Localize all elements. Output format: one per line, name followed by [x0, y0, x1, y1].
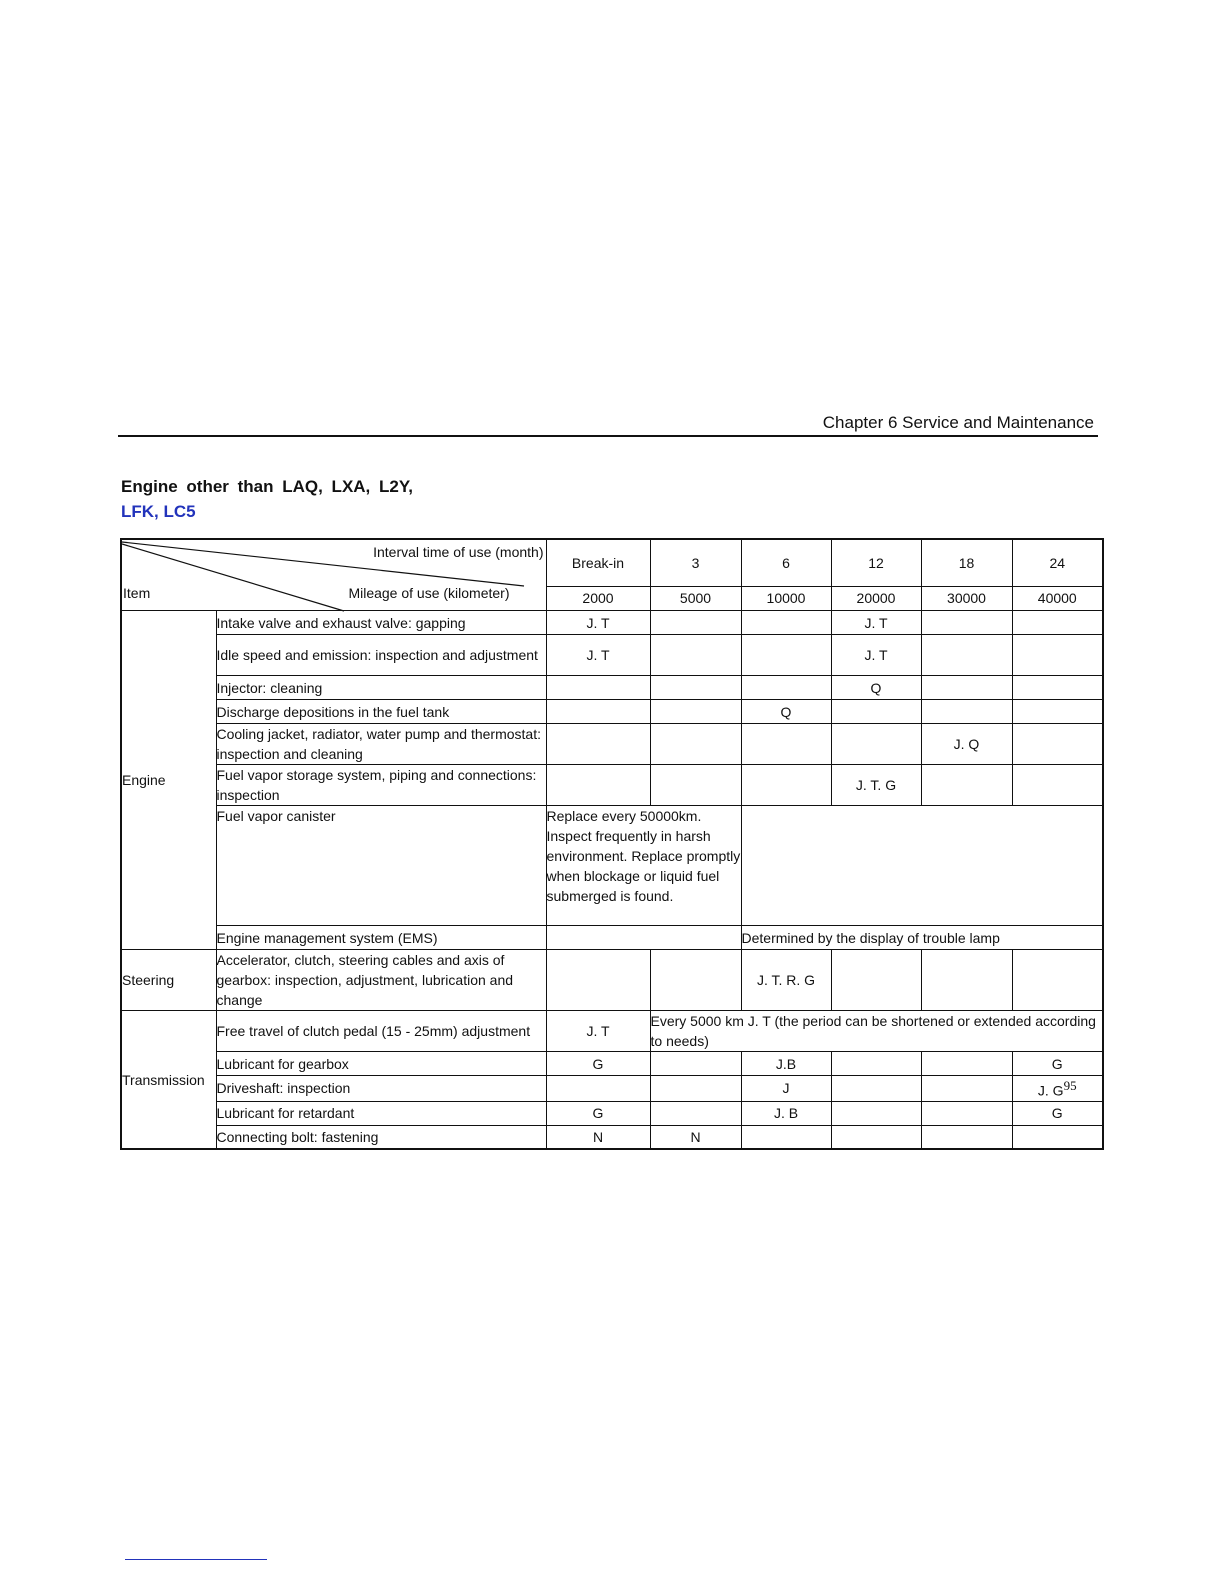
- item-cell: Fuel vapor canister: [216, 806, 546, 926]
- month-header: 18: [921, 539, 1012, 586]
- m12-cell: Q: [831, 676, 921, 700]
- item-cell: Driveshaft: inspection: [216, 1076, 546, 1102]
- group-transmission: Transmission: [121, 1011, 216, 1150]
- m6-cell: J. B: [741, 1101, 831, 1125]
- table-row: [121, 1052, 1103, 1076]
- item-cell: Fuel vapor storage system, piping and connections: inspection: [216, 765, 546, 806]
- table-row: [121, 724, 1103, 765]
- km-header: 20000: [831, 586, 921, 610]
- interval-label: Interval time of use (month): [373, 544, 544, 560]
- breakin-cell: G: [546, 1101, 650, 1125]
- km-header: 5000: [650, 586, 741, 610]
- ems-note: Determined by the display of trouble lamp: [741, 926, 1103, 950]
- m18-cell: J. Q: [921, 724, 1012, 765]
- km-header: 30000: [921, 586, 1012, 610]
- table-row: [121, 765, 1103, 806]
- table-row: [121, 611, 1103, 635]
- month-header: 6: [741, 539, 831, 586]
- mileage-label: Mileage of use (kilometer): [348, 585, 510, 601]
- km-header: 40000: [1012, 586, 1103, 610]
- month-header: 24: [1012, 539, 1103, 586]
- footer-line: [125, 1559, 267, 1560]
- table-row: [121, 700, 1103, 724]
- item-cell: Accelerator, clutch, steering cables and axis of gearbox: inspection, adjustment, lubrication and change: [216, 950, 546, 1011]
- page-number: 95: [1063, 1078, 1077, 1093]
- month-header: 12: [831, 539, 921, 586]
- breakin-cell: J. T: [546, 635, 650, 676]
- chapter-header: Chapter 6 Service and Maintenance: [822, 413, 1094, 432]
- item-cell: Engine management system (EMS): [216, 926, 546, 950]
- group-engine: Engine: [121, 611, 216, 950]
- m24-cell: G: [1012, 1101, 1103, 1125]
- item-label: Item: [123, 585, 151, 601]
- section-subtitle: LFK, LC5: [121, 502, 196, 521]
- item-cell: Idle speed and emission: inspection and adjustment: [216, 635, 546, 676]
- table-row: [121, 926, 1103, 950]
- item-cell: Intake valve and exhaust valve: gapping: [216, 611, 546, 635]
- month-header: Break-in: [546, 539, 650, 586]
- m24-cell: G: [1012, 1052, 1103, 1076]
- m6-cell: J. T. R. G: [741, 950, 831, 1011]
- item-cell: Lubricant for gearbox: [216, 1052, 546, 1076]
- m6-cell: J: [741, 1076, 831, 1102]
- m12-cell: J. T: [831, 611, 921, 635]
- group-steering: Steering: [121, 950, 216, 1011]
- canister-note: Replace every 50000km. Inspect frequently in harsh environment. Replace promptly when blockage or liquid fuel submerged is found.: [546, 806, 741, 926]
- table-row: [121, 635, 1103, 676]
- item-cell: Lubricant for retardant: [216, 1101, 546, 1125]
- km-header: 2000: [546, 586, 650, 610]
- table-row: [121, 950, 1103, 1011]
- table-row: [121, 676, 1103, 700]
- m12-cell: J. T: [831, 635, 921, 676]
- table-row: [121, 806, 1103, 926]
- month-header: 3: [650, 539, 741, 586]
- m24-cell: [1012, 1076, 1103, 1102]
- table-row: [121, 1125, 1103, 1149]
- m3-cell: N: [650, 1125, 741, 1149]
- section-title: Engine other than LAQ, LXA, L2Y,: [121, 477, 414, 496]
- item-cell: Cooling jacket, radiator, water pump and thermostat: inspection and cleaning: [216, 724, 546, 765]
- table-row: [121, 1101, 1103, 1125]
- clutch-note: Every 5000 km J. T (the period can be shortened or extended according to needs): [650, 1011, 1103, 1052]
- km-header: 10000: [741, 586, 831, 610]
- m6-cell: Q: [741, 700, 831, 724]
- m12-cell: J. T. G: [831, 765, 921, 806]
- item-cell: Free travel of clutch pedal (15 - 25mm) adjustment: [216, 1011, 546, 1052]
- item-cell: Injector: cleaning: [216, 676, 546, 700]
- m24-value: J. G: [1037, 1082, 1064, 1099]
- breakin-cell: G: [546, 1052, 650, 1076]
- breakin-cell: J. T: [546, 1011, 650, 1052]
- table-row: [121, 1011, 1103, 1052]
- m6-cell: J.B: [741, 1052, 831, 1076]
- header-corner-cell: [121, 539, 546, 611]
- breakin-cell: N: [546, 1125, 650, 1149]
- item-cell: Connecting bolt: fastening: [216, 1125, 546, 1149]
- header-rule: [118, 435, 1098, 437]
- breakin-cell: J. T: [546, 611, 650, 635]
- item-cell: Discharge depositions in the fuel tank: [216, 700, 546, 724]
- table-row: [121, 1076, 1103, 1102]
- maintenance-table: [120, 538, 1104, 1150]
